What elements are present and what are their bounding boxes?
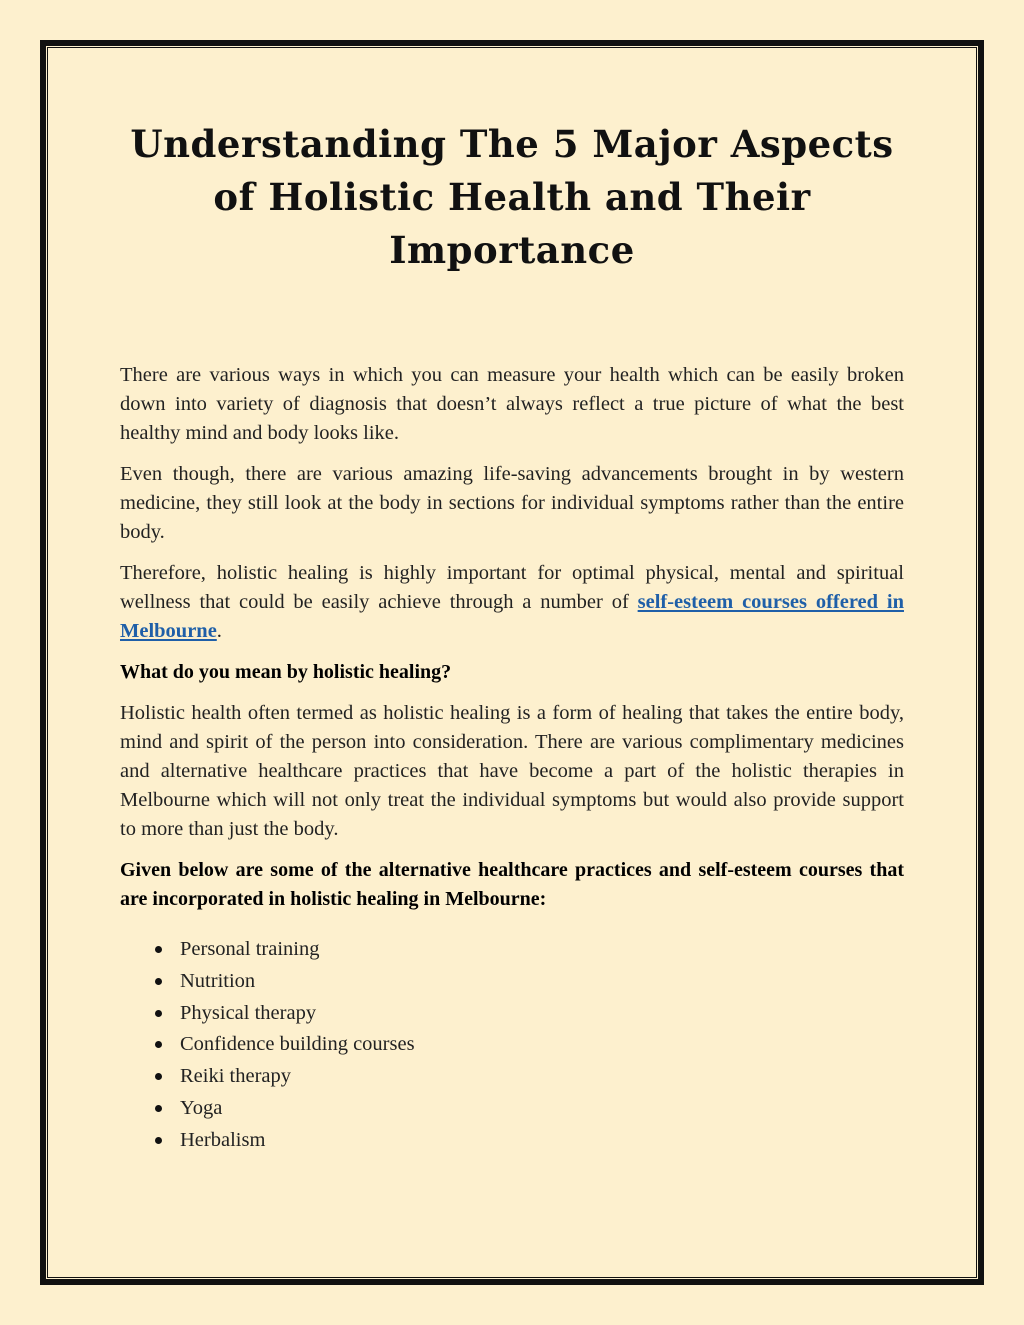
bullet-icon [155, 946, 162, 953]
list-item-label: Confidence building courses [180, 1033, 415, 1056]
list-item-label: Physical therapy [180, 1001, 317, 1024]
list-item [120, 1093, 904, 1125]
bullet-icon [155, 1073, 162, 1080]
list-item [120, 1061, 904, 1093]
bullet-icon [155, 1041, 162, 1048]
list-item [120, 1029, 904, 1061]
western-medicine-paragraph: Even though, there are various amazing life-saving advancements brought in by western medicine, they still look at the body in sections for individual symptoms rather than the entire body. [120, 463, 904, 543]
practices-list [120, 934, 904, 1157]
list-item-label: Personal training [180, 938, 320, 960]
holistic-definition-paragraph: Holistic health often termed as holistic healing is a form of healing that takes the entire body, mind and spirit of the person into consideration. There are various complimentary medicines and alternative healthcare practices that have become a part of the holistic therapies in Melbourne which will not only treat the individual symptoms but would also provide support to more than just the body. [120, 702, 904, 840]
bullet-icon [155, 1137, 162, 1144]
list-item-label: Nutrition [180, 969, 256, 992]
holistic-importance-paragraph [120, 559, 904, 646]
document-body [120, 118, 904, 1157]
list-item-label: Reiki therapy [180, 1065, 292, 1088]
list-item [120, 966, 904, 998]
list-item [120, 998, 904, 1030]
intro-paragraph: There are various ways in which you can measure your health which can be easily broken down into variety of diagnosis that doesn’t always reflect a true picture of what the best healthy mind and body looks like. [120, 364, 904, 444]
self-esteem-courses-link[interactable]: self-esteem courses offered in Melbourne [120, 591, 904, 642]
section-heading-practices: Given below are some of the alternative healthcare practices and self-esteem courses that are incorporated in holistic healing in Melbourne: [120, 859, 904, 910]
paragraph-text-end: . [216, 620, 222, 642]
document-title: Understanding The 5 Major Aspects of Holistic Health and Their Importance [130, 122, 894, 272]
bullet-icon [155, 1105, 162, 1112]
bullet-icon [155, 978, 162, 985]
bullet-icon [155, 1010, 162, 1017]
list-item [120, 934, 904, 966]
paragraph-text: Therefore, holistic healing is highly important for optimal physical, mental and spiritual wellness that could be easily achieve through a number of [120, 562, 904, 613]
list-item [120, 1125, 904, 1157]
list-item-label: Yoga [180, 1096, 223, 1119]
section-heading-holistic-healing: What do you mean by holistic healing? [120, 661, 452, 683]
list-item-label: Herbalism [180, 1128, 266, 1151]
